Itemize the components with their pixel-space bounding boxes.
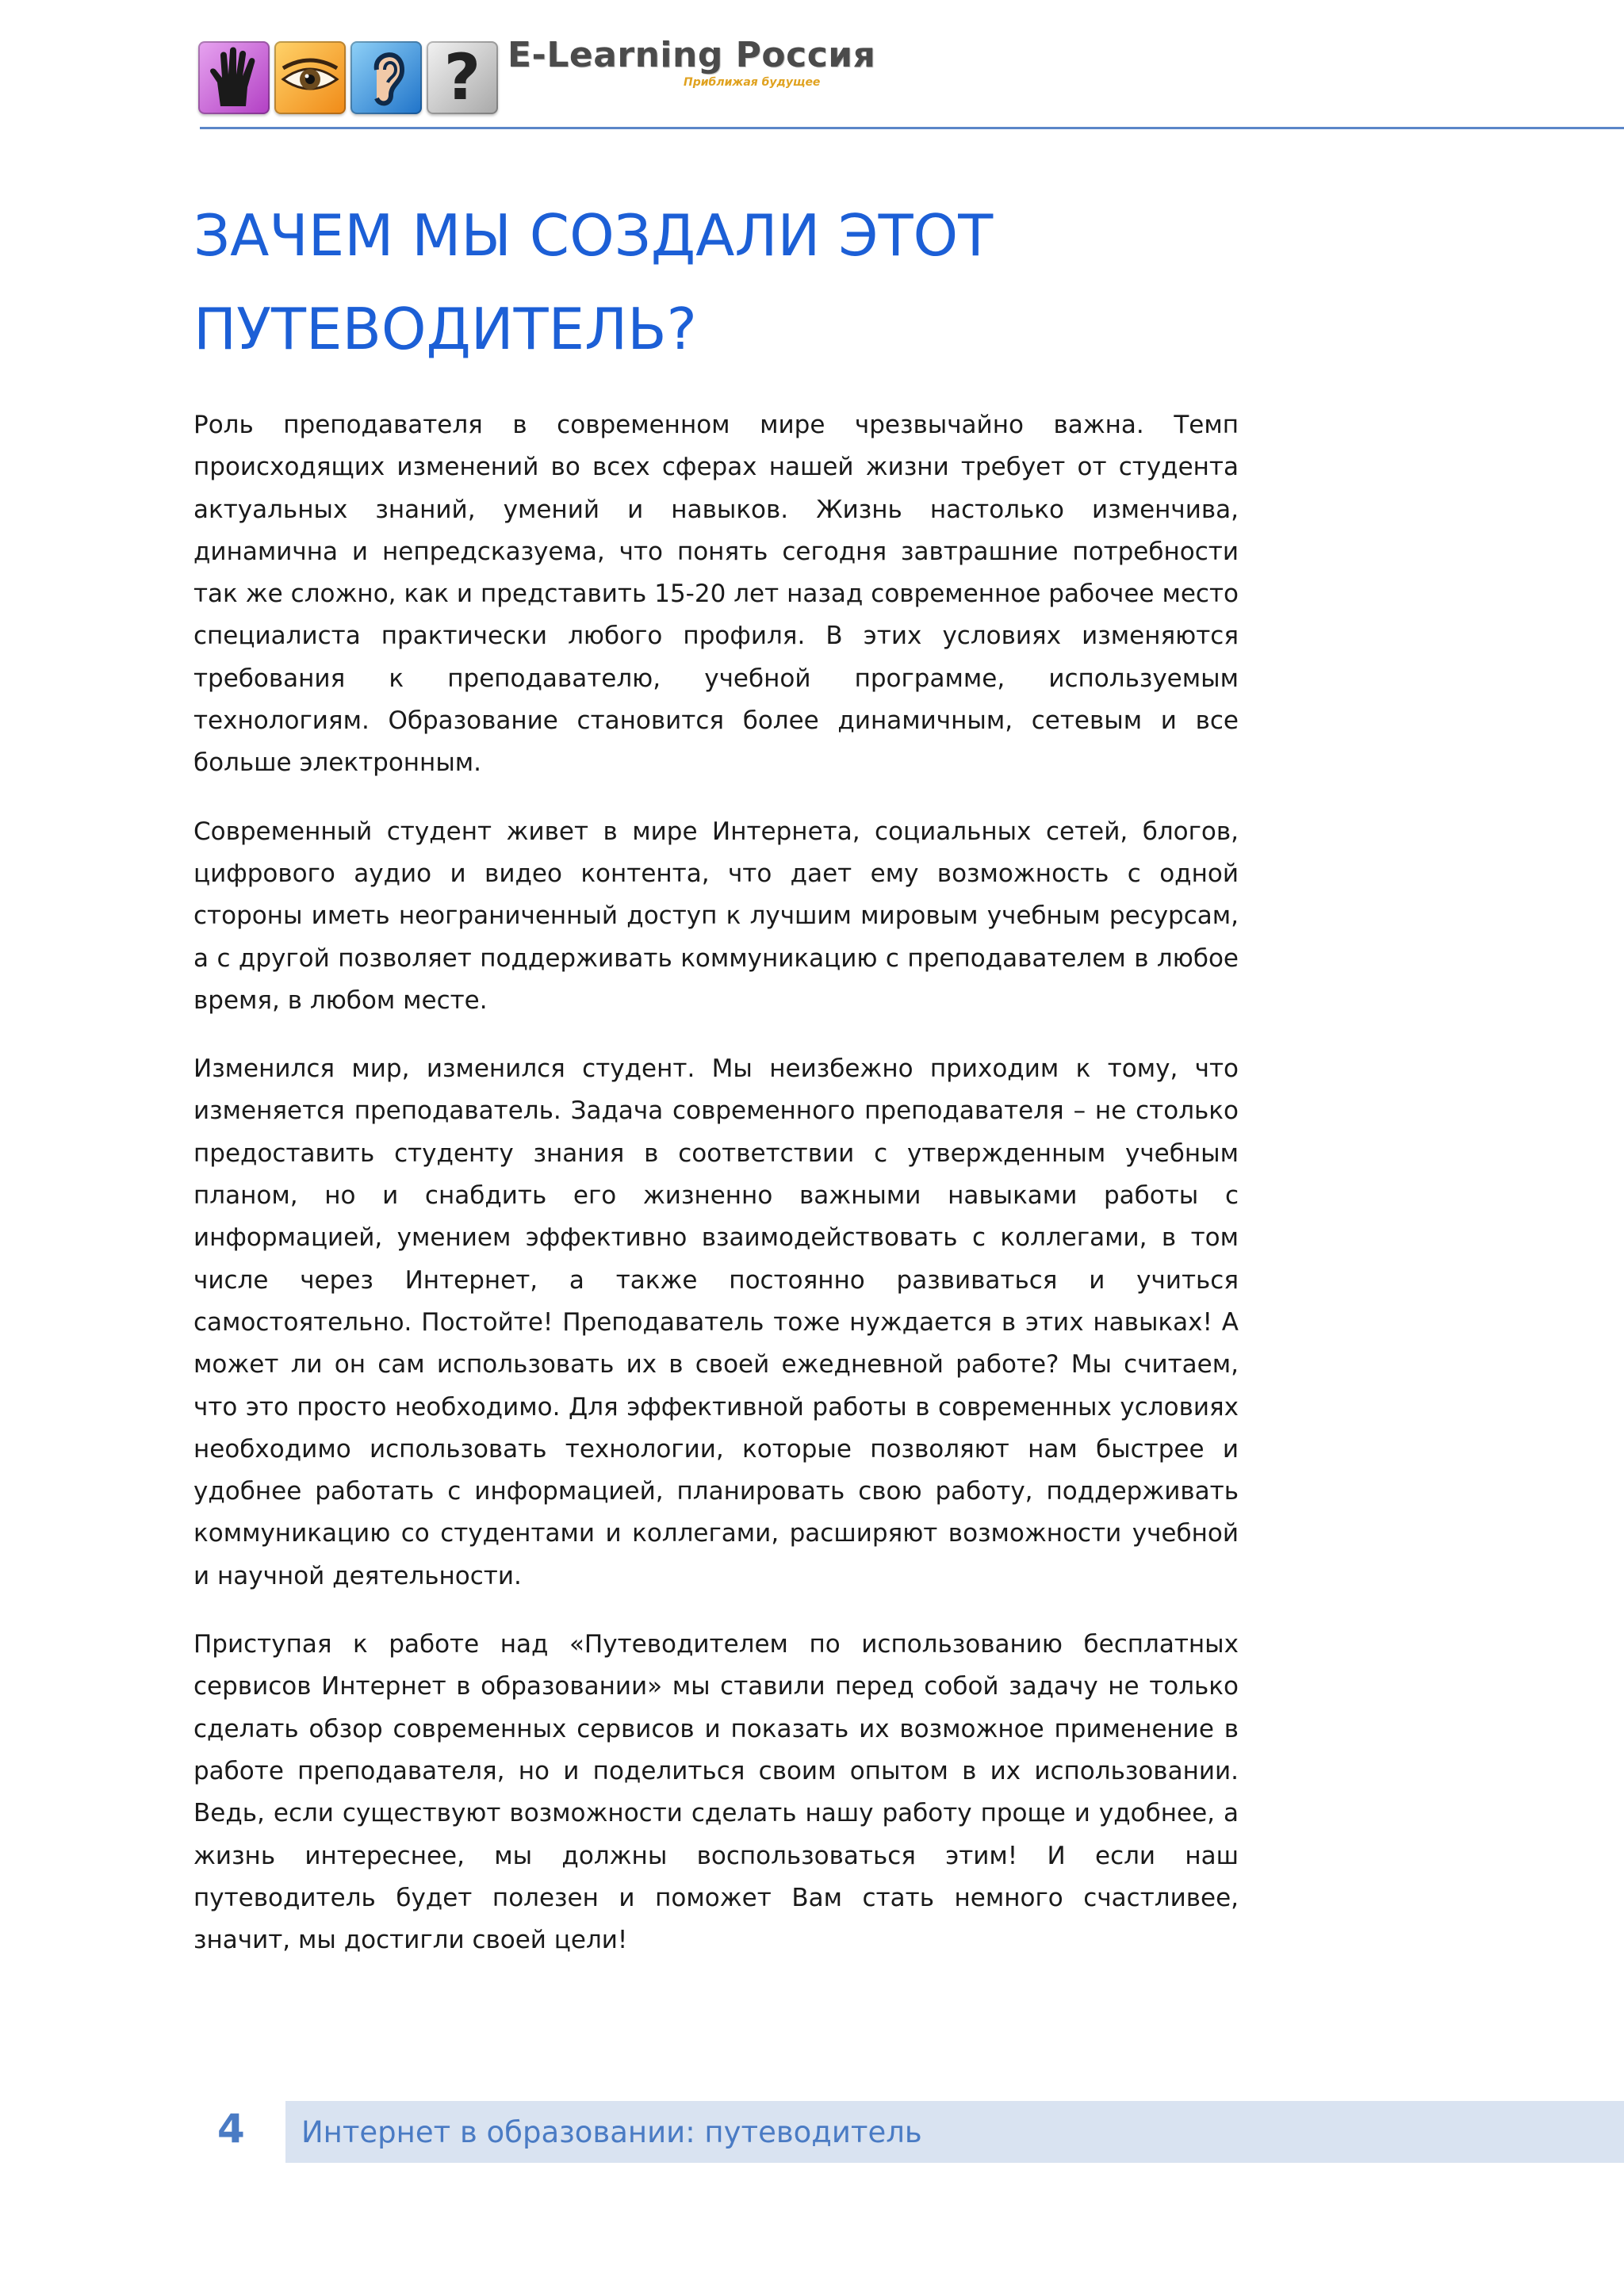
- footer-running-title: Интернет в образовании: путеводитель: [301, 2115, 922, 2149]
- paragraph-1: Роль преподавателя в современном мире чрезвычайно важна. Темп происходящих изменений во всех сферах нашей жизни требует от студента актуальных знаний, умений и навыков. Жизнь настолько изменчива, динамична и непредсказуема, что понять сегодня завтрашние потребности так же сложно, как и представить 15-20 лет назад современное рабочее место специалиста практически любого профиля. В этих условиях изменяются требования к преподавателю, учебной программе, используемым технологиям. Образование становится более динамичным, сетевым и все больше электронным.: [193, 411, 1239, 778]
- page-title-line-1: ЗАЧЕМ МЫ СОЗДАЛИ ЭТОТ: [193, 202, 994, 269]
- brand-name: E-Learning Россия: [508, 35, 876, 75]
- hand-icon: [198, 41, 270, 114]
- question-mark-icon: ?: [427, 41, 498, 114]
- body-text: [193, 404, 1239, 1988]
- ear-icon: [350, 41, 422, 114]
- brand-tagline: Приближая будущее: [684, 76, 821, 89]
- header-divider: [200, 127, 1624, 129]
- logo-strip: [198, 41, 498, 114]
- paragraph-3: Изменился мир, изменился студент. Мы неизбежно приходим к тому, что изменяется преподаватель. Задача современного преподавателя – не столько предоставить студенту знания в соответствии с утвержденным учебным планом, но и снабдить его жизненно важными навыками работы с информацией, умением эффективно взаимодействовать с коллегами, в том числе через Интернет, а также постоянно развиваться и учиться самостоятельно. Постойте! Преподаватель тоже нуждается в этих навыках! А может ли он сам использовать их в своей ежедневной работе? Мы считаем, что это просто необходимо. Для эффективной работы в современных условиях необходимо использовать технологии, которые позволяют нам быстрее и удобнее работать с информацией, планировать свою работу, поддерживать коммуникацию со студентами и коллегами, расширяют возможности учебной и научной деятельности.: [193, 1054, 1239, 1590]
- eye-icon: [274, 41, 346, 114]
- brand-logo: [508, 35, 876, 89]
- paragraph-2: Современный студент живет в мире Интернета, социальных сетей, блогов, цифрового аудио и видео контента, что дает ему возможность с одной стороны иметь неограниченный доступ к лучшим мировым учебным ресурсам, а с другой позволяет поддерживать коммуникацию с преподавателем в любое время, в любом месте.: [193, 817, 1239, 1015]
- page-title-line-2: ПУТЕВОДИТЕЛЬ?: [193, 296, 697, 362]
- page-title: [193, 189, 1304, 376]
- page-number: 4: [217, 2106, 245, 2152]
- paragraph-4: Приступая к работе над «Путеводителем по использованию бесплатных сервисов Интернет в образовании» мы ставили перед собой задачу не только сделать обзор современных сервисов и показать их возможное применение в работе преподавателя, но и поделиться своим опытом в их использовании. Ведь, если существуют возможности сделать нашу работу проще и удобнее, а жизнь интереснее, мы должны воспользоваться этим! И если наш путеводитель будет полезен и поможет Вам стать немного счастливее, значит, мы достигли своей цели!: [193, 1630, 1239, 1955]
